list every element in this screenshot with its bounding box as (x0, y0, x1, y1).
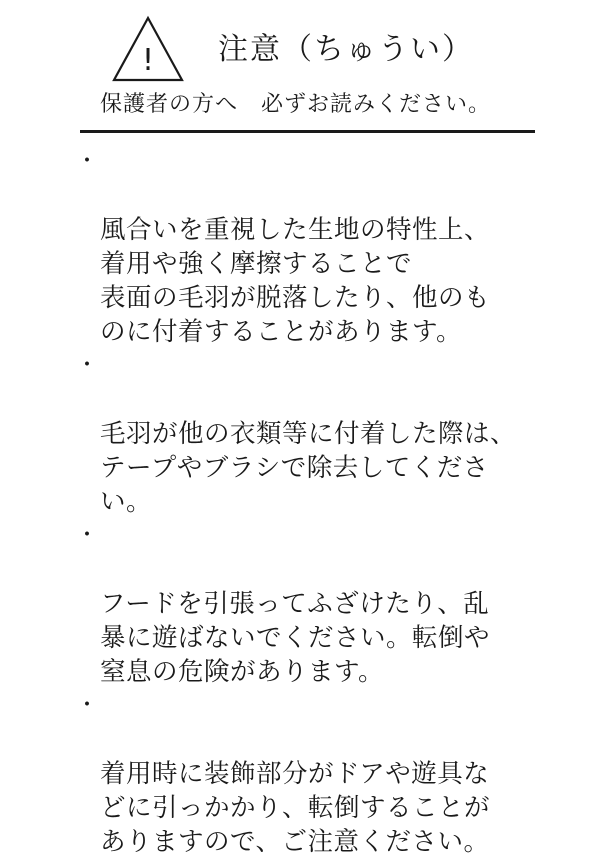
caution-text: 毛羽が他の衣類等に付着した際は、 テープやブラシで除去してくださ い。 (100, 419, 517, 517)
notice-header (0, 0, 600, 140)
bullet-marker: ・ (76, 149, 99, 174)
header-divider (80, 130, 535, 133)
bullet-marker: ・ (76, 693, 99, 718)
bullet-marker: ・ (76, 523, 99, 548)
caution-text: 風合いを重視した生地の特性上、 着用や強く摩擦することで 表面の毛羽が脱落したり、他のも のに付着することがあります。 (100, 215, 491, 347)
page-title: 注意（ちゅうい） (218, 32, 474, 67)
caution-item (70, 519, 540, 689)
warning-triangle-icon (112, 16, 184, 82)
caution-text: フードを引張ってふざけたり、乱 暴に遊ばないでください。転倒や 窒息の危険があります。 (100, 589, 491, 687)
caution-item (70, 349, 540, 519)
caution-item (70, 689, 540, 859)
notice-subtitle: 保護者の方へ 必ずお読みください。 (100, 92, 492, 117)
caution-item (70, 145, 540, 349)
warning-exclamation: ! (141, 43, 155, 78)
caution-text: 着用時に装飾部分がドアや遊具な どに引っかかり、転倒することが ありますので、ご注意ください。 (100, 759, 491, 857)
caution-list (70, 145, 540, 859)
bullet-marker: ・ (76, 353, 99, 378)
